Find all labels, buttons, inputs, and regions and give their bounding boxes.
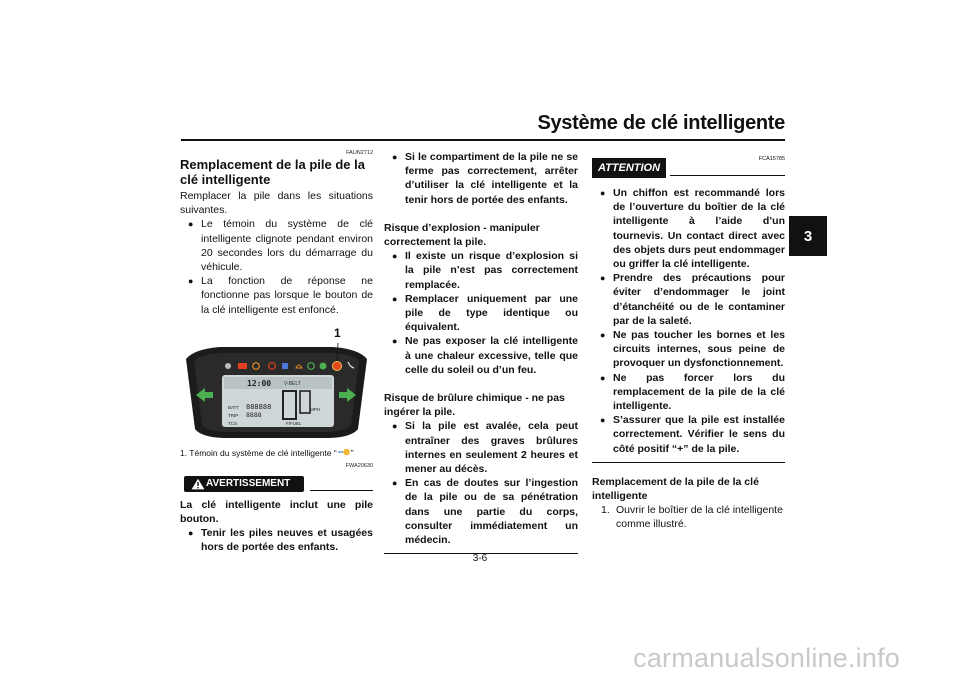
warning-triangle-icon	[191, 478, 205, 490]
list-item: ● Tenir les piles neuves et usagées hors de portée des enfants.	[180, 526, 373, 554]
attention-ref-code: FCA15785	[758, 156, 785, 162]
callout-number: 1	[334, 325, 341, 340]
warning-label-text: AVERTISSEMENT	[206, 477, 291, 489]
lcd-tcs: TCS	[228, 420, 237, 426]
lcd-batt: BATT	[228, 404, 240, 410]
lcd-belt: V-BELT	[284, 380, 301, 387]
steps-list	[592, 503, 785, 531]
step-item	[592, 503, 785, 531]
column-3	[592, 150, 785, 532]
lcd-odo: 888888	[246, 402, 272, 411]
dashboard-figure	[180, 325, 373, 443]
lcd-time: 12:00	[247, 378, 272, 388]
column-2	[384, 150, 578, 554]
warning-header	[180, 476, 373, 494]
subsection-title: Remplacement de la pile de la clé intelligente	[592, 475, 759, 503]
chapter-tab: 3	[789, 216, 827, 256]
list-item: ● Il existe un risque d’explosion si la pile n’est pas correctement remplacée.	[384, 249, 578, 292]
figure-caption	[180, 447, 373, 459]
lcd-trip-digits: 8888	[246, 410, 262, 419]
list-item: ● Ne pas toucher les bornes et les circuits internes, sous peine de provoquer un dysfonctionnement.	[592, 328, 785, 371]
list-item: ● La fonction de réponse ne fonctionne pas lorsque le bouton de la clé intelligente est enfoncé.	[180, 274, 373, 317]
warning-rule	[310, 490, 373, 491]
burn-bullets	[384, 419, 578, 547]
burn-title: Risque de brûlure chimique - ne pas ingérer la pile.	[384, 392, 565, 419]
caption-text: 1. Témoin du système de clé intelligente “	[180, 447, 337, 458]
list-item: ● Si la pile est avalée, cela peut entraîner des graves brûlures internes en seulement 2 heures et mener au décès.	[384, 419, 578, 476]
instrument-panel-illustration	[180, 325, 373, 443]
list-item: ● Un chiffon est recommandé lors de l’ouverture du boîtier de la clé intelligente à l’aide d’un tournevis. Un contact direct avec des objets durs peut endommager ou griffer la clé intelligente.	[592, 186, 785, 271]
attention-rule	[670, 175, 785, 176]
explosion-bullets	[384, 249, 578, 377]
warning-bullets	[180, 526, 373, 554]
list-item: ● En cas de doutes sur l’ingestion de la pile ou de sa pénétration dans une partie du corps, consulter immédiatement un médecin.	[384, 476, 578, 547]
page-title: Système de clé intelligente	[537, 112, 785, 134]
attention-bullets	[592, 186, 785, 456]
column-1	[180, 150, 373, 555]
intro-bullets	[180, 217, 373, 316]
warning-bullets-cont	[384, 150, 578, 207]
header-rule	[181, 139, 785, 141]
attention-header	[592, 158, 785, 180]
explosion-title: Risque d’explosion - manipuler correctement la pile.	[384, 221, 540, 249]
attention-end-rule	[592, 462, 785, 463]
list-item: ● Remplacer uniquement par une pile de type identique ou équivalent.	[384, 292, 578, 335]
list-item: ● Ne pas exposer la clé intelligente à une chaleur excessive, telle que celle du soleil ou d’un feu.	[384, 334, 578, 377]
step-text: Ouvrir le boîtier de la clé intelligente comme illustré.	[616, 504, 783, 531]
list-item: ● Prendre des précautions pour éviter d’endommager le joint d’étanchéité ou de le contaminer par de la saleté.	[592, 271, 785, 328]
list-item: ● Si le compartiment de la pile ne se ferme pas correctement, arrêter d’utiliser la clé intelligente et la tenir hors de portée des enfants.	[384, 150, 578, 207]
attention-label: ATTENTION	[592, 158, 666, 178]
page-number: 3-6	[472, 553, 488, 564]
page-header	[181, 112, 785, 142]
lcd-fuel: F/FUEL	[286, 420, 302, 426]
watermark: carmanualsonline.info	[633, 643, 900, 673]
lcd-mph: MPH	[310, 406, 320, 412]
list-item: ● Le témoin du système de clé intelligente clignote pendant environ 20 secondes lors du démarrage du véhicule.	[180, 217, 373, 274]
smart-key-indicator-icon	[337, 447, 351, 457]
section-title: Remplacement de la pile de la clé intelligente	[180, 157, 365, 187]
step-number: 1.	[601, 504, 610, 517]
list-item: ● Ne pas forcer lors du remplacement de la pile de la clé intelligente.	[592, 371, 785, 414]
ref-code: FAUN2712	[346, 150, 373, 156]
list-item: ● S’assurer que la pile est installée correctement. Vérifier le sens du côté positif “+” de la pile.	[592, 413, 785, 456]
warning-label	[184, 476, 304, 492]
lcd-trip: TRIP	[228, 412, 239, 418]
warning-text: La clé intelligente inclut une pile bouton.	[180, 498, 373, 526]
caption-end: ”	[350, 447, 354, 458]
warning-ref-code: FWA20630	[345, 462, 373, 469]
intro-paragraph: Remplacer la pile dans les situations suivantes.	[180, 190, 373, 217]
